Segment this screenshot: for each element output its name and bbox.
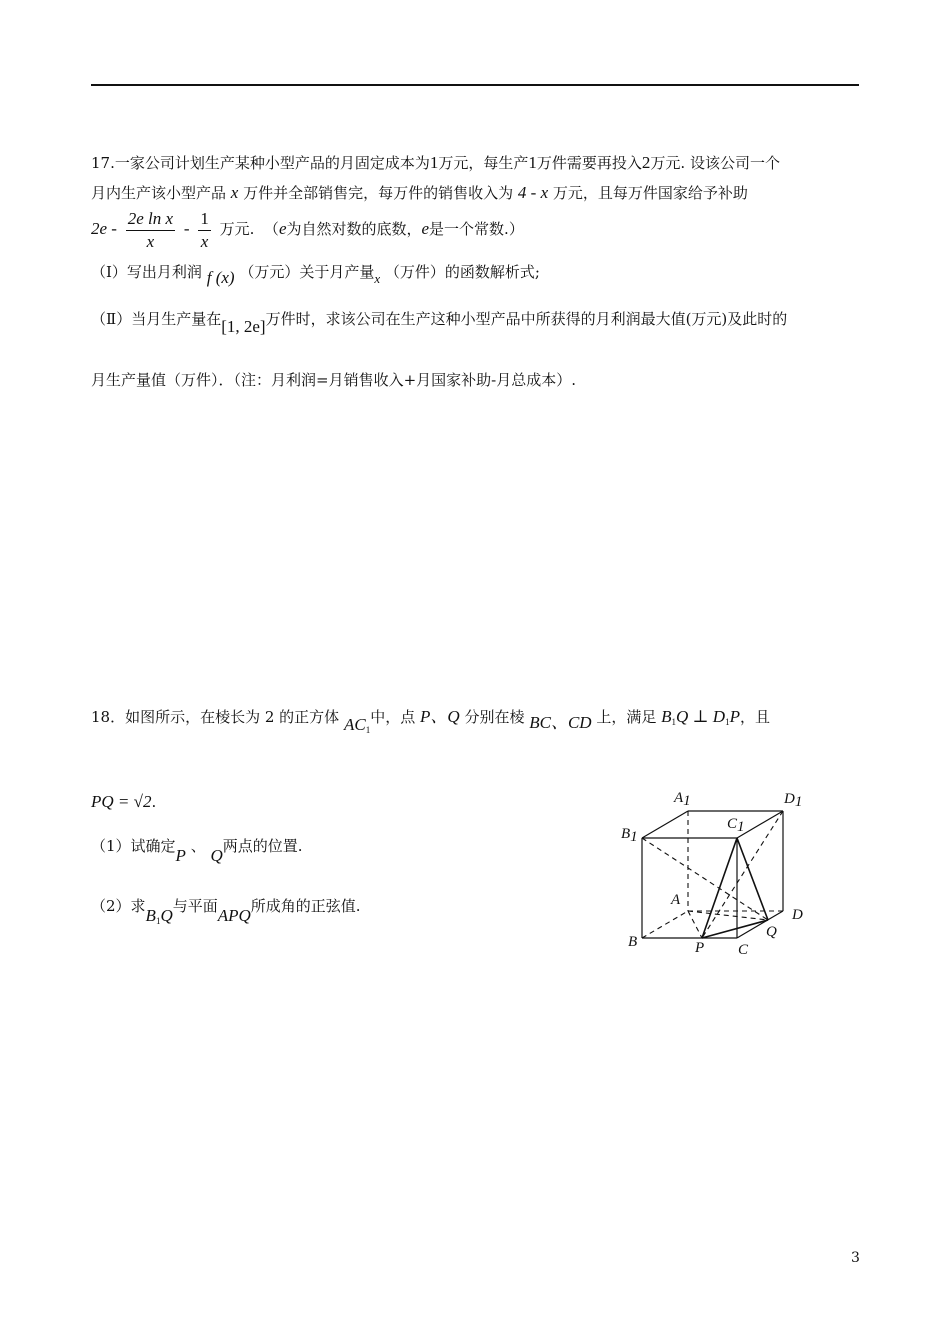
label-q: Q	[766, 924, 777, 940]
dashed-a-p	[688, 911, 702, 938]
q17-number: 17.	[91, 154, 115, 172]
edge-b1-a1	[642, 811, 688, 838]
q17-part-2-cont: 月生产量值（万件）．（注：月利润=月销售收入+月国家补助-月总成本）.	[91, 371, 576, 389]
cube-figure	[612, 780, 822, 960]
dashed-b1-q	[642, 838, 768, 920]
page-number: 3	[851, 1250, 860, 1266]
q18-sub-1: （1）试确定P 、 Q两点的位置.	[91, 837, 303, 865]
hidden-edge-b-a	[642, 911, 688, 938]
q18-line-2: PQ = √2.	[91, 792, 157, 811]
q17-part-2: （Ⅱ）当月生产量在[1, 2e]万件时，求该公司在生产这种小型产品中所获得的月利润最大值(万元)及此时的	[91, 310, 788, 336]
label-d: D	[792, 907, 803, 923]
label-c: C	[738, 942, 749, 958]
label-c1: C1	[727, 816, 745, 835]
segment-p-q	[702, 920, 768, 938]
q17-line-2: 月内生产该小型产品 x 万件并全部销售完，每万件的销售收入为 4 - x 万元，且每万件国家给予补助	[91, 183, 748, 202]
label-a: A	[671, 892, 681, 908]
label-b1: B1	[621, 826, 638, 845]
q18-line-1: 18．如图所示，在棱长为 2 的正方体 $AC_1$中，点 P、Q 分别在棱 BC、CD 上，满足 $B_1Q$ ⊥ $D_1P$，且	[91, 707, 770, 735]
label-a1: A1	[674, 790, 691, 809]
q17-part-1: （Ⅰ）写出月利润 f (x) （万元）关于月产量x （万件）的函数解析式;	[91, 263, 540, 287]
fraction-lnx-over-x: $\frac{\text{2e ln x}}{x}$	[127, 208, 174, 251]
fraction-1-over-x: $\frac{1}{x}$	[200, 208, 209, 251]
segment-c1-q	[737, 838, 768, 920]
q17-line-3: 2e - $\frac{\text{2e ln x}}{x}$ - $\frac{1}{x}$ 万元. （e为自然对数的底数，e是一个常数.）	[91, 208, 524, 251]
label-b: B	[628, 934, 638, 950]
header-rule	[91, 84, 859, 86]
label-d1: D1	[784, 791, 803, 810]
q18-sub-2: （2）求$B_1Q$与平面APQ所成角的正弦值.	[91, 897, 361, 926]
label-p: P	[695, 940, 705, 956]
q17-line-1: 17.一家公司计划生产某种小型产品的月固定成本为1万元，每生产1万件需要再投入2万元. 设该公司一个	[91, 153, 780, 172]
